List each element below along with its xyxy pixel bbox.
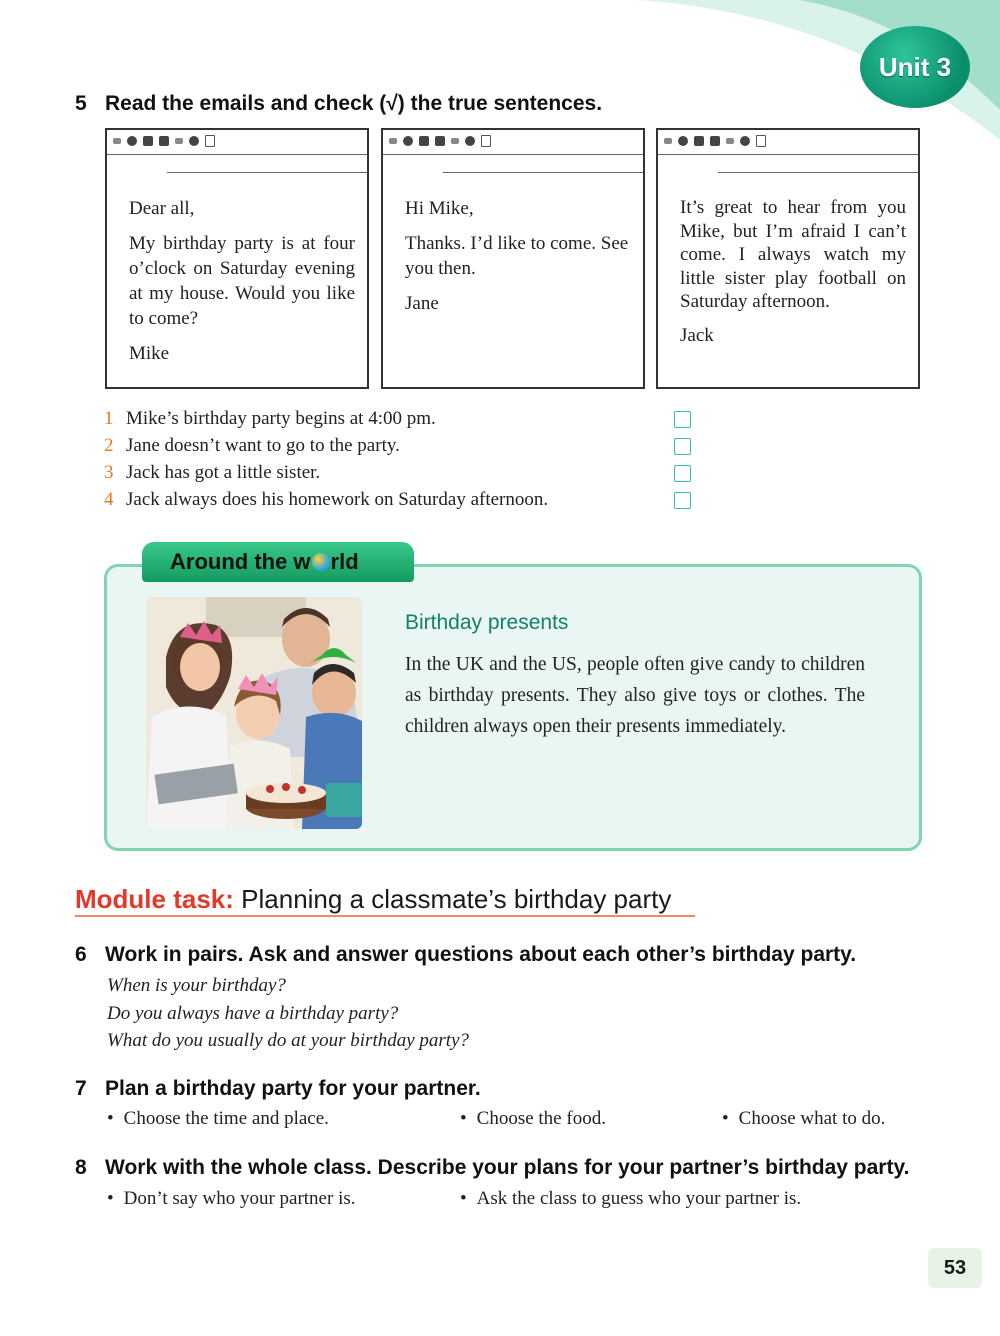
exercise-7-heading: 7 Plan a birthday party for your partner.	[75, 1077, 481, 1100]
checkbox-4[interactable]	[674, 492, 691, 509]
checkbox-2[interactable]	[674, 438, 691, 455]
exercise-5-heading	[75, 92, 602, 116]
email-toolbar	[113, 134, 215, 148]
exercise-title: Read the emails and check (√) the true sentences.	[105, 92, 603, 115]
exercise-6-heading: 6 Work in pairs. Ask and answer questions about each other’s birthday party.	[75, 943, 857, 966]
ex7-bullet-3: • Choose what to do.	[722, 1108, 885, 1130]
around-the-world-text: In the UK and the US, people often give candy to children as birthday presents. They also give toys or clothes. The children always open their presents immediately.	[405, 654, 865, 737]
ex7-bullet-2: • Choose the food.	[460, 1108, 606, 1130]
module-task-label: Module task:	[75, 884, 234, 914]
question-3: What do you usually do at your birthday party?	[107, 1030, 470, 1051]
page-number: 53	[928, 1248, 982, 1288]
unit-badge: Unit 3	[860, 26, 970, 108]
ex8-bullet-1: • Don’t say who your partner is.	[107, 1188, 356, 1210]
ex7-bullet-1: • Choose the time and place.	[107, 1108, 329, 1130]
email-window-3	[656, 128, 920, 389]
email-greeting: Dear all,	[129, 198, 195, 219]
exercise-number: 5	[75, 92, 87, 115]
statement-1: 1 Mike’s birthday party begins at 4:00 pm.	[104, 408, 436, 429]
around-the-world-title: Birthday presents	[405, 611, 569, 634]
statement-3: 3 Jack has got a little sister.	[104, 462, 321, 483]
email-signature: Jack	[680, 324, 714, 346]
ex8-bullet-2: • Ask the class to guess who your partner is.	[460, 1188, 801, 1210]
email-greeting: Hi Mike,	[405, 198, 474, 219]
checkbox-3[interactable]	[674, 465, 691, 482]
globe-icon	[312, 553, 330, 571]
email-window-2	[381, 128, 645, 389]
email-body	[680, 196, 906, 357]
email-body	[405, 196, 631, 326]
email-signature: Jane	[405, 293, 439, 314]
email-text: Thanks. I’d like to come. See you then.	[405, 233, 629, 279]
module-task-title	[75, 884, 695, 917]
statement-4: 4 Jack always does his homework on Saturday afternoon.	[104, 489, 549, 510]
email-toolbar	[664, 134, 766, 148]
question-2: Do you always have a birthday party?	[107, 1003, 399, 1024]
question-1: When is your birthday?	[107, 975, 286, 996]
exercise-8-heading: 8 Work with the whole class. Describe your plans for your partner’s birthday party.	[75, 1156, 910, 1179]
email-toolbar	[389, 134, 491, 148]
checkbox-1[interactable]	[674, 411, 691, 428]
email-body	[129, 196, 355, 376]
statement-2: 2 Jane doesn’t want to go to the party.	[104, 435, 400, 456]
module-task-subtitle: Planning a classmate’s birthday party	[241, 884, 672, 914]
email-text: My birthday party is at four o’clock on Saturday evening at my house. Would you like to come?	[129, 233, 355, 329]
email-signature: Mike	[129, 343, 170, 364]
email-window-1	[105, 128, 369, 389]
email-text: It’s great to hear from you Mike, but I’m afraid I can’t come. I always watch my little sister play football on Saturday afternoon.	[680, 197, 906, 312]
around-the-world-tab: Around the w rld	[142, 542, 414, 582]
birthday-family-photo	[146, 597, 362, 829]
